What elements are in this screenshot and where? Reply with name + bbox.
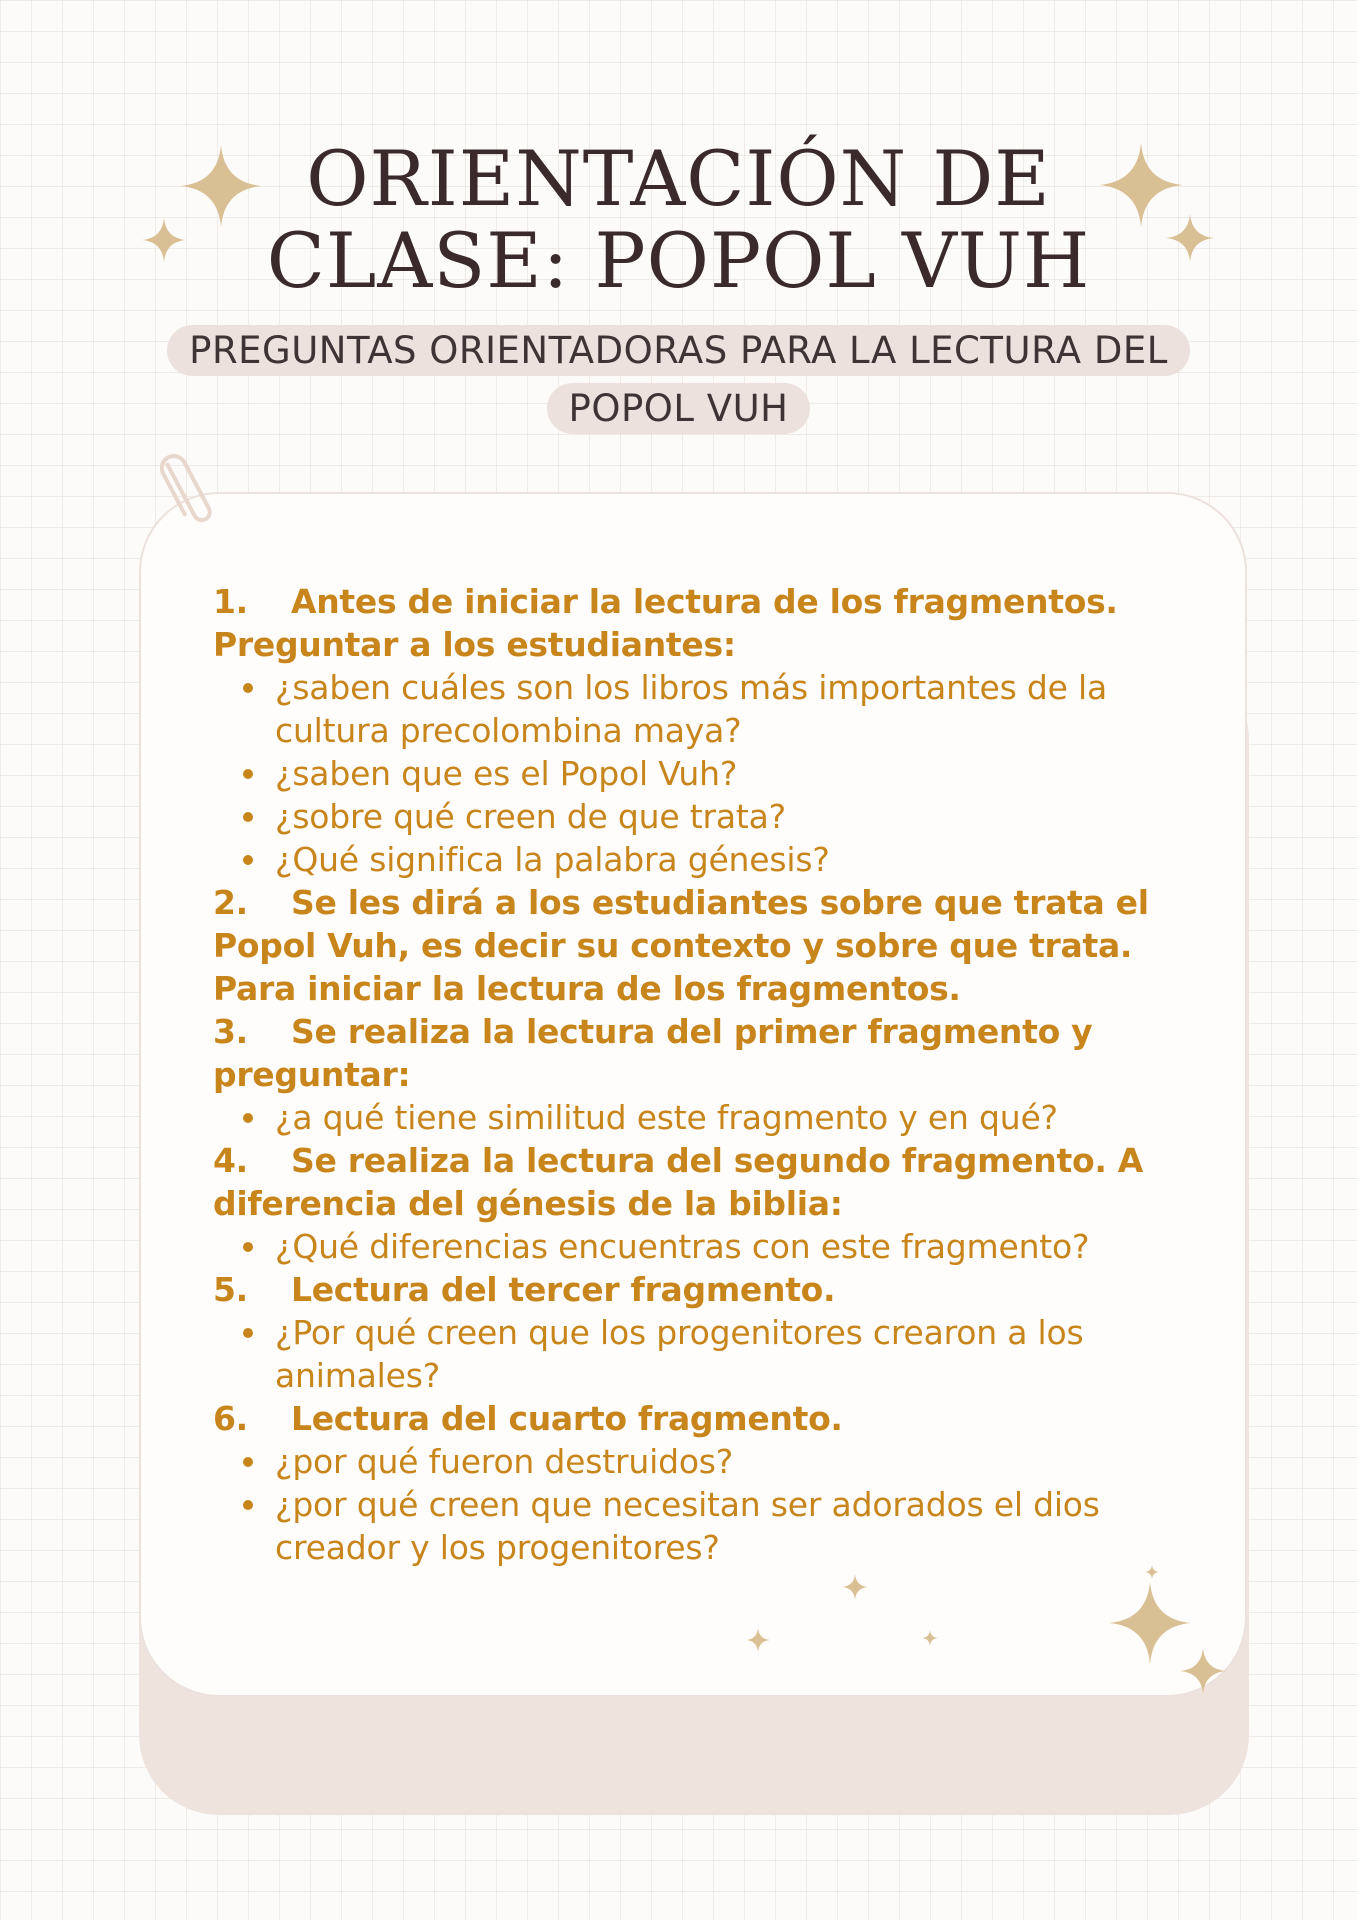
step-text: Lectura del tercer fragmento. (291, 1270, 836, 1309)
sparkle-icon (180, 145, 262, 227)
sparkle-icon (142, 218, 186, 262)
step-heading (213, 1397, 1213, 1440)
step-number: 5. (213, 1270, 248, 1309)
step-heading (213, 881, 1213, 1010)
step-number: 6. (213, 1399, 248, 1438)
question-list (213, 1225, 1213, 1268)
list-item (213, 1397, 1213, 1569)
step-number: 3. (213, 1012, 248, 1051)
sparkle-icon (842, 1574, 868, 1600)
step-text: Se realiza la lectura del segundo fragmento. A diferencia del génesis de la biblia: (213, 1141, 1143, 1223)
step-number: 4. (213, 1141, 248, 1180)
list-item (213, 1268, 1213, 1397)
question: ¿saben que es el Popol Vuh? (275, 752, 1213, 795)
sparkle-icon (746, 1628, 770, 1652)
step-number: 2. (213, 883, 248, 922)
question: ¿sobre qué creen de que trata? (275, 795, 1213, 838)
step-text: Se les dirá a los estudiantes sobre que trata el Popol Vuh, es decir su contexto y sobre que trata. Para iniciar la lectura de los fragmentos. (213, 883, 1149, 1008)
sparkle-icon (1180, 1648, 1226, 1694)
step-heading (213, 580, 1213, 666)
sparkle-icon (1145, 1565, 1159, 1579)
question: ¿por qué creen que necesitan ser adorados el dios creador y los progenitores? (275, 1483, 1213, 1569)
sparkle-icon (1109, 1582, 1191, 1664)
step-heading (213, 1139, 1213, 1225)
list-item (213, 881, 1213, 1010)
subtitle-text: PREGUNTAS ORIENTADORAS PARA LA LECTURA DEL POPOL VUH (167, 325, 1190, 434)
paperclip-icon (160, 445, 220, 535)
question-list (213, 1096, 1213, 1139)
question: ¿Por qué creen que los progenitores crearon a los animales? (275, 1311, 1213, 1397)
question: ¿saben cuáles son los libros más importantes de la cultura precolombina maya? (275, 666, 1213, 752)
step-number: 1. (213, 582, 248, 621)
list-item (213, 1010, 1213, 1139)
list-item (213, 1139, 1213, 1268)
title-line-2: CLASE: POPOL VUH (266, 216, 1091, 305)
questions-list (213, 580, 1213, 1569)
title-line-1: ORIENTACIÓN DE (306, 134, 1051, 223)
page-subtitle (160, 322, 1197, 438)
list-item (213, 580, 1213, 881)
step-heading (213, 1268, 1213, 1311)
step-text: Lectura del cuarto fragmento. (291, 1399, 843, 1438)
question: ¿a qué tiene similitud este fragmento y en qué? (275, 1096, 1213, 1139)
sparkle-icon (922, 1630, 938, 1646)
question-list (213, 666, 1213, 881)
step-text: Se realiza la lectura del primer fragmento y preguntar: (213, 1012, 1093, 1094)
sparkle-icon (1166, 214, 1214, 262)
step-heading (213, 1010, 1213, 1096)
step-text: Antes de iniciar la lectura de los fragmentos. Preguntar a los estudiantes: (213, 582, 1118, 664)
question: ¿Qué diferencias encuentras con este fragmento? (275, 1225, 1213, 1268)
question: ¿Qué significa la palabra génesis? (275, 838, 1213, 881)
question-list (213, 1440, 1213, 1569)
question-list (213, 1311, 1213, 1397)
question: ¿por qué fueron destruidos? (275, 1440, 1213, 1483)
